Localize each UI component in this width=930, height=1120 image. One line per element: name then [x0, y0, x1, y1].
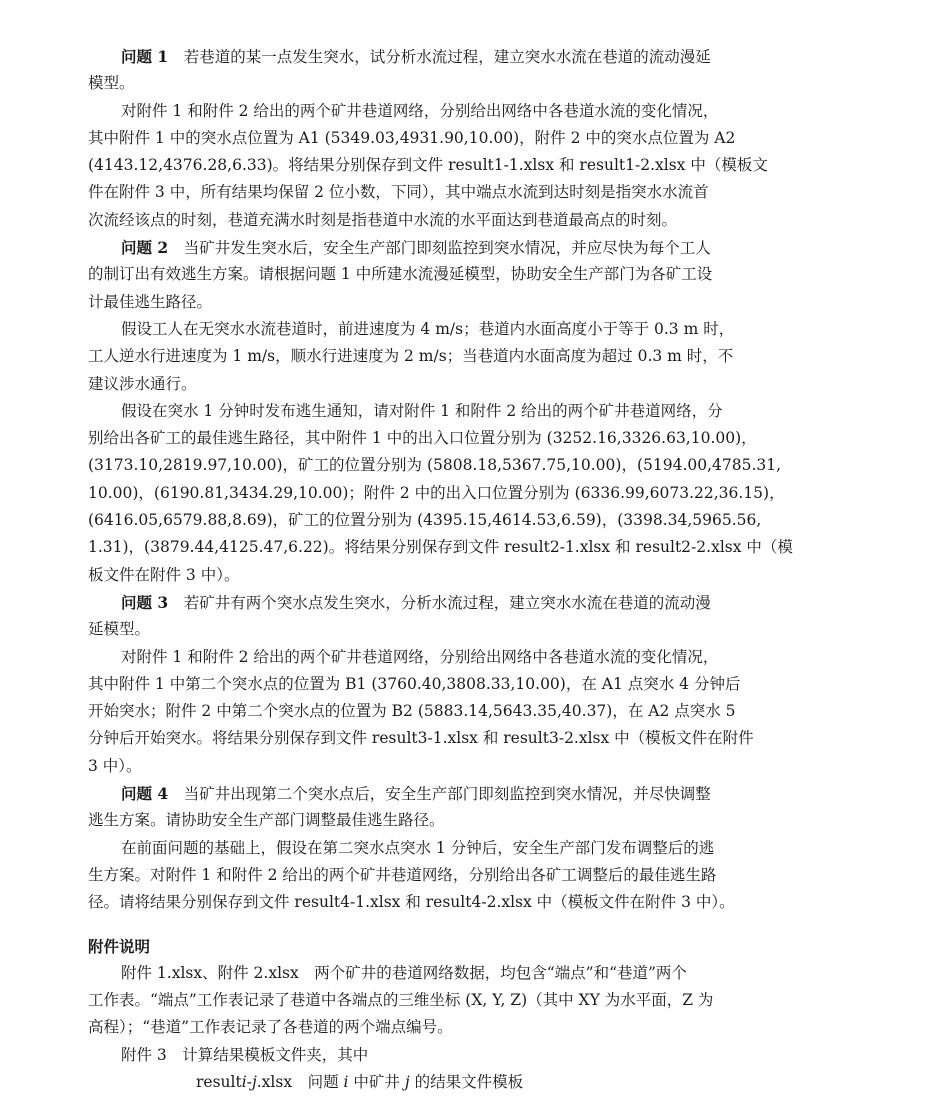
section-spacer	[88, 917, 812, 933]
problem-4-label: 问题 4	[121, 784, 169, 804]
text-line: 模型。	[88, 74, 135, 93]
text-line: 假设在突水 1 分钟时发布逃生通知，请对附件 1 和附件 2 给出的两个矿井巷道网络，分	[121, 401, 723, 420]
text-line: 计最佳逃生路径。	[88, 292, 213, 311]
text-line: 假设工人在无突水水流巷道时，前进速度为 4 m/s；巷道内水面高度小于等于 0.3 m 时，	[121, 319, 735, 338]
appendix-line: 工作表。“端点”工作表记录了巷道中各端点的三维坐标 (X, Y, Z)（其中 XY 为水平面，Z 为	[88, 991, 714, 1010]
text-line: 10.00)，(6190.81,3434.29,10.00)；附件 2 中的出入口位置分别为 (6336.99,6073.22,36.15)，	[88, 483, 785, 502]
text-line: 件在附件 3 中，所有结果均保留 2 位小数，下同），其中端点水流到达时刻是指突水水流首	[88, 183, 709, 202]
problem-2-text: 当矿井发生突水后，安全生产部门即刻监控到突水情况，并应尽快为每个工人	[183, 239, 711, 258]
text-line: 径。请将结果分别保存到文件 result4-1.xlsx 和 result4-2.xlsx 中（模板文件在附件 3 中）。	[88, 893, 735, 912]
text-line: 对附件 1 和附件 2 给出的两个矿井巷道网络，分别给出网络中各巷道水流的变化情况，	[121, 101, 719, 120]
problem-2-line-1	[88, 234, 812, 261]
problem-2-label: 问题 2	[121, 238, 169, 258]
text-line: 延模型。	[88, 620, 151, 639]
document-body	[88, 43, 812, 1096]
problem-1-line-1	[88, 43, 812, 70]
appendix-line: 附件 1.xlsx、附件 2.xlsx 两个矿井的巷道网络数据，均包含“端点”和“巷道”两个	[121, 963, 687, 982]
text-line: (6416.05,6579.88,8.69)，矿工的位置分别为 (4395.15,4614.53,6.59)，(3398.34,5965.56,	[88, 511, 762, 530]
text-line: 1.31)，(3879.44,4125.47,6.22)。将结果分别保存到文件 result2-1.xlsx 和 result2-2.xlsx 中（模	[88, 538, 793, 557]
text-line: 对附件 1 和附件 2 给出的两个矿井巷道网络，分别给出网络中各巷道水流的变化情况，	[121, 647, 719, 666]
problem-4-text: 当矿井出现第二个突水点后，安全生产部门即刻监控到突水情况，并尽快调整	[183, 785, 711, 804]
text-line: 在前面问题的基础上，假设在第二突水点突水 1 分钟后，安全生产部门发布调整后的逃	[121, 838, 715, 857]
appendix-line: 高程）；“巷道”工作表记录了各巷道的两个端点编号。	[88, 1018, 453, 1037]
text-line: (3173.10,2819.97,10.00)，矿工的位置分别为 (5808.18,5367.75,10.00)，(5194.00,4785.31,	[88, 456, 782, 475]
problem-4-line-1	[88, 780, 812, 807]
text-line: 开始突水；附件 2 中第二个突水点的位置为 B2 (5883.14,5643.35,40.37)，在 A2 点突水 5	[88, 702, 736, 721]
appendix-heading: 附件说明	[88, 936, 151, 956]
text-line: 生方案。对附件 1 和附件 2 给出的两个矿井巷道网络，分别给出各矿工调整后的最佳逃生路	[88, 865, 717, 884]
problem-3-line-1	[88, 589, 812, 616]
text-line: 工人逆水行进速度为 1 m/s，顺水行进速度为 2 m/s；当巷道内水面高度为超过 0.3 m 时，不	[88, 347, 734, 366]
text-line: 3 中）。	[88, 756, 142, 775]
text-line: 逃生方案。请协助安全生产部门调整最佳逃生路径。	[88, 811, 445, 830]
text-line: (4143.12,4376.28,6.33)。将结果分别保存到文件 result1-1.xlsx 和 result1-2.xlsx 中（模板文	[88, 156, 768, 175]
template-file-line: resulti-j.xlsx 问题 i 中矿井 j 的结果文件模板	[196, 1072, 524, 1091]
text-line: 板文件在附件 3 中）。	[88, 565, 240, 584]
text-line: 的制订出有效逃生方案。请根据问题 1 中所建水流漫延模型，协助安全生产部门为各矿工设	[88, 265, 713, 284]
text-line: 其中附件 1 中的突水点位置为 A1 (5349.03,4931.90,10.00)，附件 2 中的突水点位置为 A2	[88, 128, 736, 147]
text-line: 其中附件 1 中第二个突水点的位置为 B1 (3760.40,3808.33,10.00)，在 A1 点突水 4 分钟后	[88, 674, 741, 693]
appendix-line: 附件 3 计算结果模板文件夹，其中	[121, 1045, 369, 1064]
text-line: 建议涉水通行。	[88, 374, 197, 393]
text-line: 分钟后开始突水。将结果分别保存到文件 result3-1.xlsx 和 result3-2.xlsx 中（模板文件在附件	[88, 729, 754, 748]
text-line: 次流经该点的时刻，巷道充满水时刻是指巷道中水流的水平面达到巷道最高点的时刻。	[88, 210, 678, 229]
problem-1-label: 问题 1	[121, 47, 169, 66]
text-line: 别给出各矿工的最佳逃生路径，其中附件 1 中的出入口位置分别为 (3252.16,3326.63,10.00)，	[88, 429, 757, 448]
problem-3-text: 若矿井有两个突水点发生突水，分析水流过程，建立突水水流在巷道的流动漫	[183, 593, 711, 612]
problem-3-label: 问题 3	[121, 592, 169, 612]
problem-1-text: 若巷道的某一点发生突水，试分析水流过程，建立突水水流在巷道的流动漫延	[183, 48, 711, 66]
